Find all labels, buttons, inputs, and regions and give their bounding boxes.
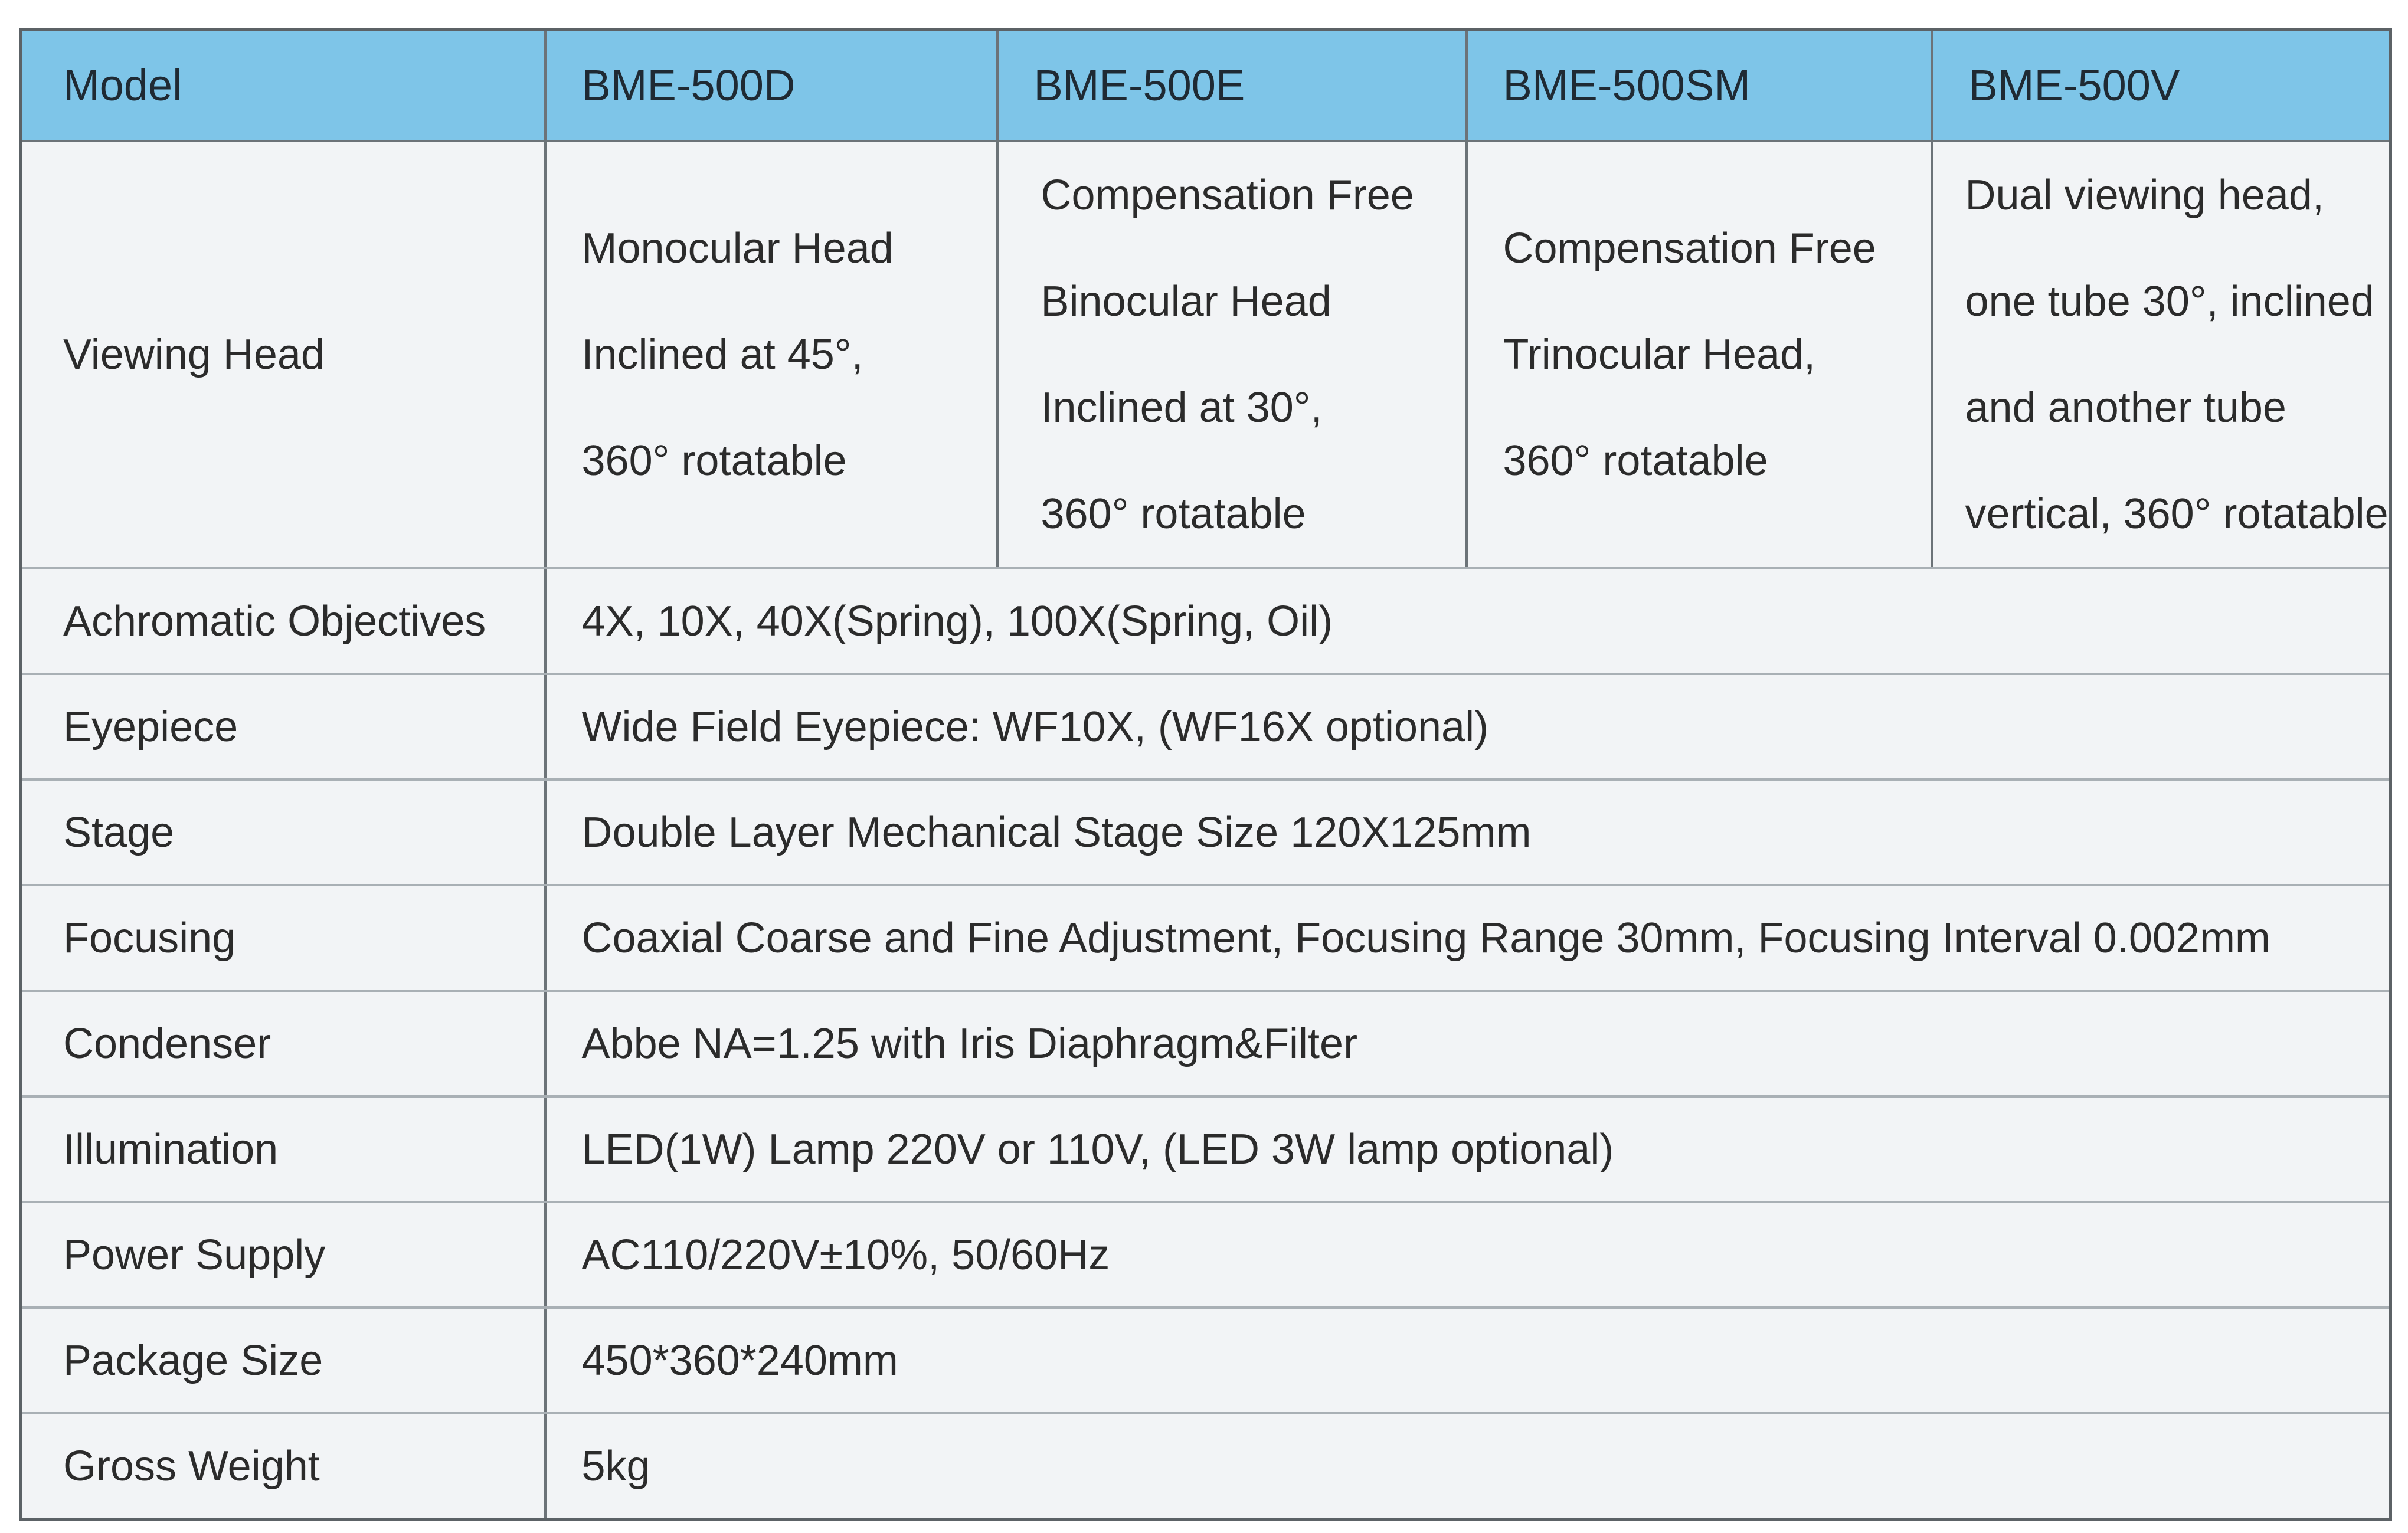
viewing-head-line: Monocular Head [581,225,894,272]
viewing-head-500e [997,141,1467,568]
header-row [21,30,2391,142]
spec-label: Achromatic Objectives [21,568,545,674]
spec-label: Condenser [21,991,545,1096]
spec-value: 450*360*240mm [545,1308,2391,1413]
viewing-head-line: Compensation Free [1503,225,1876,272]
spec-value: 5kg [581,1442,650,1490]
spec-value: Abbe NA=1.25 with Iris Diaphragm&Filter [545,991,2391,1096]
model-name-500v: BME-500V [1932,30,2391,142]
viewing-head-line: Inclined at 45°, [581,331,863,378]
viewing-head-line: one tube 30°, inclined [1965,278,2374,325]
spec-row-package-size [21,1308,2391,1413]
model-name-500e: BME-500E [997,30,1467,142]
spec-value: 4X, 10X, 40X(Spring), 100X(Spring, Oil) [545,568,2391,674]
spec-row-objectives [21,568,2391,674]
viewing-head-500d [545,141,997,568]
model-name-500sm: BME-500SM [1467,30,1932,142]
viewing-head-line: Binocular Head [1041,278,1331,325]
spec-row-power-supply [21,1202,2391,1308]
spec-row-focusing [21,885,2391,991]
spec-value: Double Layer Mechanical Stage Size 120X125mm [545,779,2391,885]
viewing-head-line: Inclined at 30°, [1041,384,1323,431]
spec-row-condenser [21,991,2391,1096]
spec-row-gross-weight [21,1413,2391,1519]
spec-value: Coaxial Coarse and Fine Adjustment, Focusing Range 30mm, Focusing Interval 0.002mm [545,885,2391,991]
viewing-head-line: 360° rotatable [581,437,847,484]
spec-table [19,28,2392,1521]
model-name-500d: BME-500D [545,30,997,142]
spec-label: Stage [21,779,545,885]
viewing-head-line: and another tube [1965,384,2286,431]
spec-label: Focusing [21,885,545,991]
viewing-head-line: 360° rotatable [1503,437,1768,484]
viewing-head-500sm [1467,141,1932,568]
spec-label: Eyepiece [21,674,545,779]
spec-row-eyepiece [21,674,2391,779]
spec-row-illumination [21,1096,2391,1202]
spec-label: Illumination [21,1096,545,1202]
viewing-head-500v [1932,141,2391,568]
spec-label: Package Size [21,1308,545,1413]
viewing-head-line: Dual viewing head, [1965,172,2324,219]
spec-label: Gross Weight [21,1413,545,1519]
spec-value: LED(1W) Lamp 220V or 110V, (LED 3W lamp optional) [545,1096,2391,1202]
viewing-head-row [21,141,2391,568]
viewing-head-line: 360° rotatable [1041,490,1306,538]
viewing-head-label: Viewing Head [21,141,545,568]
spec-label: Power Supply [21,1202,545,1308]
spec-row-stage [21,779,2391,885]
spec-value: Wide Field Eyepiece: WF10X, (WF16X optional) [545,674,2391,779]
model-header-label: Model [21,30,545,142]
spec-value: AC110/220V±10%, 50/60Hz [545,1202,2391,1308]
viewing-head-line: Compensation Free [1041,172,1414,219]
viewing-head-line: Trinocular Head, [1503,331,1816,378]
viewing-head-line: vertical, 360° rotatable [1965,490,2389,538]
